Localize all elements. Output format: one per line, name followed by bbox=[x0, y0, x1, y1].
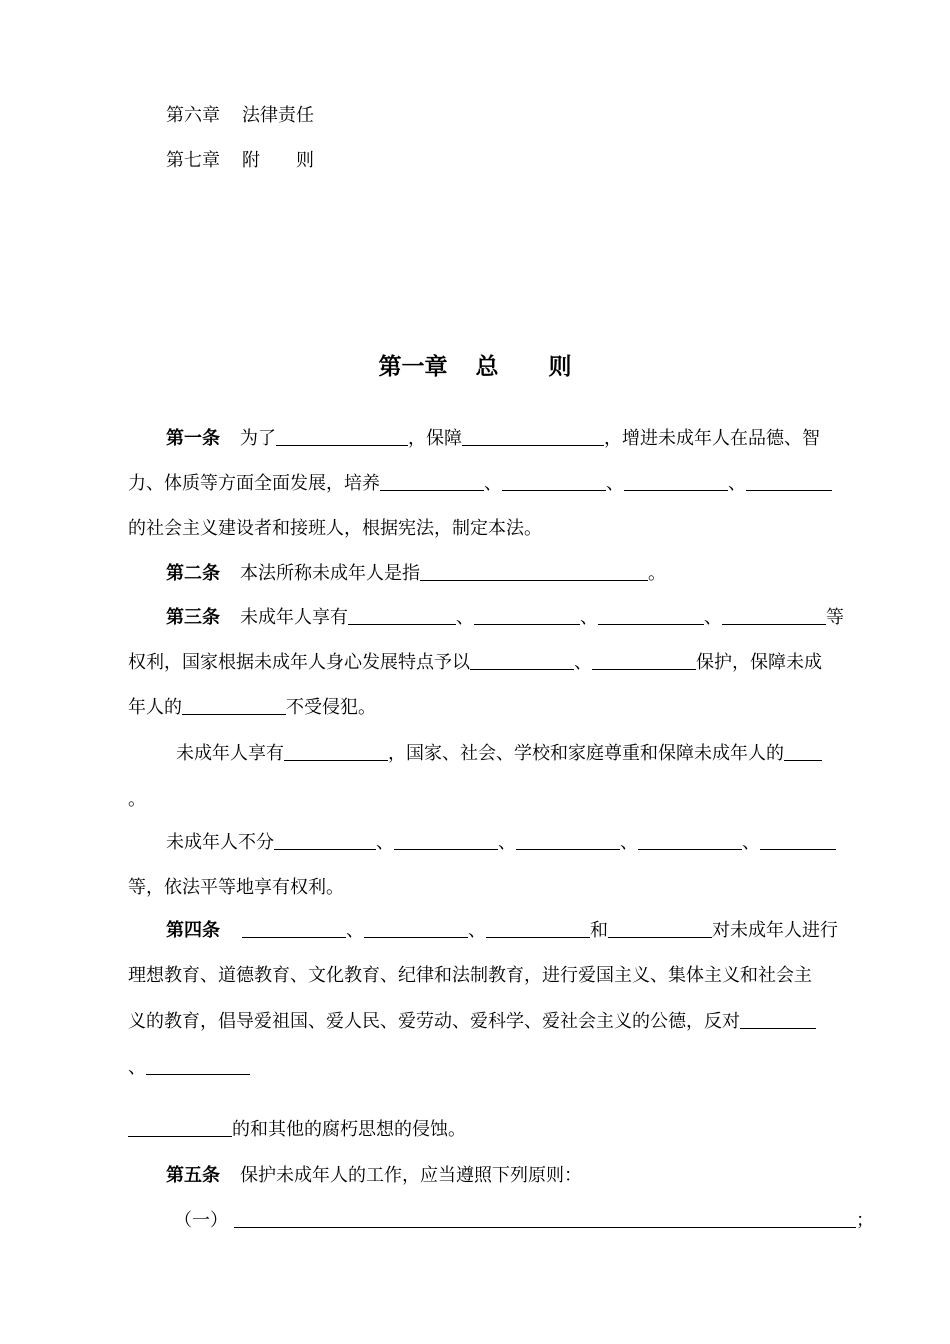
fill-blank[interactable] bbox=[592, 651, 696, 670]
article-3-line-1 bbox=[166, 604, 844, 632]
article-text: 义的教育，倡导爱祖国、爱人民、爱劳动、爱科学、爱社会主义的公德，反对 bbox=[128, 1011, 740, 1032]
fill-blank[interactable] bbox=[182, 696, 286, 715]
article-3-paragraph-2-end bbox=[128, 786, 146, 814]
fill-blank[interactable] bbox=[364, 919, 468, 938]
fill-blank[interactable] bbox=[486, 919, 590, 938]
chapter-number: 第一章 bbox=[378, 354, 448, 380]
article-text: ，增进未成年人在品德、智 bbox=[604, 428, 820, 449]
article-label: 第四条 bbox=[166, 920, 220, 941]
article-text: ； bbox=[856, 1210, 874, 1231]
fill-blank[interactable] bbox=[128, 1118, 232, 1137]
fill-blank[interactable] bbox=[274, 831, 376, 850]
fill-blank[interactable] bbox=[394, 831, 498, 850]
fill-blank[interactable] bbox=[234, 1209, 856, 1228]
toc-chapter-number: 第六章 bbox=[166, 105, 220, 126]
fill-blank[interactable] bbox=[624, 472, 728, 491]
fill-blank[interactable] bbox=[746, 472, 832, 491]
article-5-line-1 bbox=[166, 1162, 582, 1190]
article-1-line-1 bbox=[166, 425, 820, 453]
article-text: 和 bbox=[590, 920, 608, 941]
fill-blank[interactable] bbox=[462, 427, 604, 446]
article-text: 未成年人享有 bbox=[240, 607, 348, 628]
article-text: 未成年人享有 bbox=[176, 743, 284, 764]
article-3-paragraph-3 bbox=[166, 829, 836, 857]
article-text: 不受侵犯。 bbox=[286, 697, 376, 718]
separator: 、 bbox=[728, 473, 746, 494]
separator: 、 bbox=[128, 1057, 146, 1078]
article-3-paragraph-3-end bbox=[128, 874, 344, 902]
fill-blank[interactable] bbox=[380, 472, 484, 491]
article-text: 对未成年人进行 bbox=[712, 920, 838, 941]
fill-blank[interactable] bbox=[740, 1010, 816, 1029]
article-4-line-1 bbox=[166, 917, 838, 945]
article-text: 保护，保障未成 bbox=[696, 652, 822, 673]
article-3-line-3 bbox=[128, 694, 376, 722]
article-5-item-1 bbox=[174, 1207, 874, 1235]
toc-chapter-title: 法律责任 bbox=[242, 105, 314, 126]
fill-blank[interactable] bbox=[276, 427, 408, 446]
separator: 、 bbox=[580, 607, 598, 628]
article-text: 等，依法平等地享有权利。 bbox=[128, 877, 344, 898]
fill-blank[interactable] bbox=[470, 651, 574, 670]
fill-blank[interactable] bbox=[638, 831, 742, 850]
fill-blank[interactable] bbox=[242, 919, 346, 938]
article-3-line-2 bbox=[128, 649, 822, 677]
fill-blank[interactable] bbox=[760, 831, 836, 850]
fill-blank[interactable] bbox=[784, 742, 822, 761]
article-text: 本法所称未成年人是指 bbox=[240, 563, 420, 584]
article-text: ，国家、社会、学校和家庭尊重和保障未成年人的 bbox=[388, 743, 784, 764]
article-text: 保护未成年人的工作，应当遵照下列原则： bbox=[240, 1165, 582, 1186]
chapter-name-part-2: 则 bbox=[548, 354, 572, 380]
article-1-line-3 bbox=[128, 515, 542, 543]
article-text: 。 bbox=[128, 789, 146, 810]
article-label: 第五条 bbox=[166, 1165, 220, 1186]
fill-blank[interactable] bbox=[284, 742, 388, 761]
article-text: 。 bbox=[648, 563, 666, 584]
toc-chapter-title: 附 则 bbox=[242, 150, 314, 171]
separator: 、 bbox=[742, 832, 760, 853]
article-4-line-3 bbox=[128, 1008, 816, 1036]
separator: 、 bbox=[376, 832, 394, 853]
fill-blank[interactable] bbox=[502, 472, 606, 491]
separator: 、 bbox=[456, 607, 474, 628]
article-text: 的社会主义建设者和接班人，根据宪法，制定本法。 bbox=[128, 518, 542, 539]
chapter-name-part-1: 总 bbox=[475, 354, 499, 380]
article-4-line-4 bbox=[128, 1054, 250, 1082]
article-4-line-5 bbox=[128, 1116, 466, 1144]
fill-blank[interactable] bbox=[722, 606, 826, 625]
fill-blank[interactable] bbox=[420, 562, 648, 581]
article-text: 年人的 bbox=[128, 697, 182, 718]
article-text: 等 bbox=[826, 607, 844, 628]
separator: 、 bbox=[574, 652, 592, 673]
separator: 、 bbox=[704, 607, 722, 628]
fill-blank[interactable] bbox=[608, 919, 712, 938]
separator: 、 bbox=[468, 920, 486, 941]
article-text: ，保障 bbox=[408, 428, 462, 449]
article-text: 权利，国家根据未成年人身心发展特点予以 bbox=[128, 652, 470, 673]
list-item-number: （一） bbox=[174, 1210, 228, 1231]
article-1-line-2 bbox=[128, 470, 832, 498]
article-text: 力、体质等方面全面发展，培养 bbox=[128, 473, 380, 494]
separator: 、 bbox=[606, 473, 624, 494]
toc-entry-chapter-7 bbox=[166, 146, 314, 172]
fill-blank[interactable] bbox=[348, 606, 456, 625]
toc-entry-chapter-6 bbox=[166, 101, 314, 127]
fill-blank[interactable] bbox=[146, 1056, 250, 1075]
article-text: 未成年人不分 bbox=[166, 832, 274, 853]
article-2-line-1 bbox=[166, 560, 666, 588]
article-text: 为了 bbox=[240, 428, 276, 449]
article-label: 第一条 bbox=[166, 428, 220, 449]
article-label: 第二条 bbox=[166, 563, 220, 584]
article-text: 的和其他的腐朽思想的侵蚀。 bbox=[232, 1119, 466, 1140]
fill-blank[interactable] bbox=[474, 606, 580, 625]
separator: 、 bbox=[498, 832, 516, 853]
separator: 、 bbox=[484, 473, 502, 494]
article-3-paragraph-2 bbox=[176, 740, 822, 768]
fill-blank[interactable] bbox=[516, 831, 620, 850]
separator: 、 bbox=[620, 832, 638, 853]
article-label: 第三条 bbox=[166, 607, 220, 628]
chapter-heading bbox=[0, 348, 950, 381]
article-4-line-2 bbox=[128, 962, 812, 990]
fill-blank[interactable] bbox=[598, 606, 704, 625]
article-text: 理想教育、道德教育、文化教育、纪律和法制教育，进行爱国主义、集体主义和社会主 bbox=[128, 965, 812, 986]
toc-chapter-number: 第七章 bbox=[166, 150, 220, 171]
separator: 、 bbox=[346, 920, 364, 941]
